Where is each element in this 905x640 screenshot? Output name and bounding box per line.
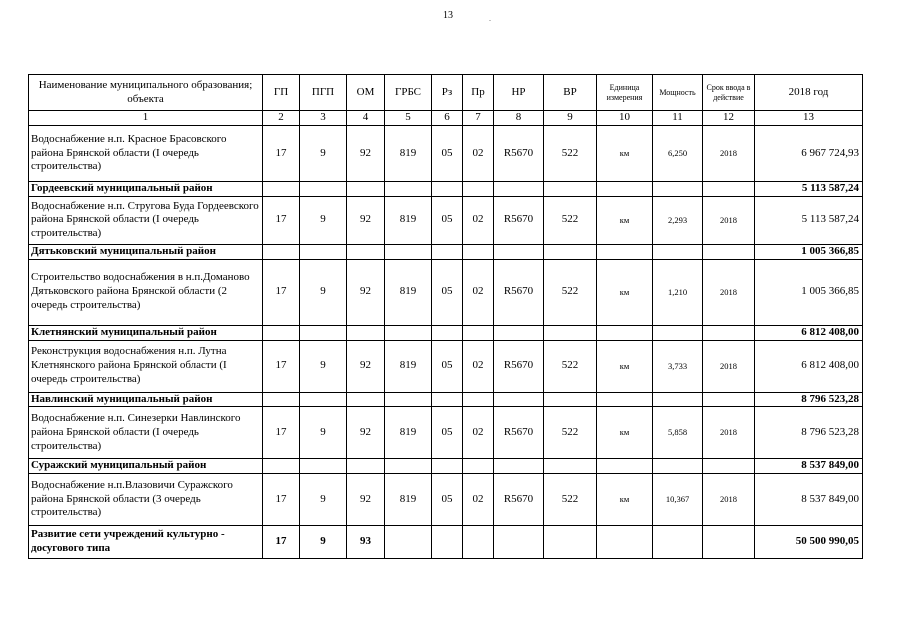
cell-unit: [597, 526, 653, 559]
column-index: 6: [432, 111, 463, 126]
cell-unit: км: [597, 474, 653, 526]
column-header: Мощность: [653, 75, 703, 111]
cell-rz: 05: [432, 407, 463, 459]
cell-year: [703, 392, 755, 407]
cell-nr: [494, 182, 544, 197]
cell-power: 3,733: [653, 340, 703, 392]
cell-rz: [432, 459, 463, 474]
cell-year: [703, 459, 755, 474]
cell-grbs: [385, 244, 432, 259]
cell-grbs: [385, 182, 432, 197]
cell-amount: 1 005 366,85: [755, 259, 863, 325]
section-name: Клетнянский муниципальный район: [29, 325, 263, 340]
cell-pgp: [300, 182, 347, 197]
cell-amount: 50 500 990,05: [755, 526, 863, 559]
cell-pr: [463, 325, 494, 340]
cell-unit: км: [597, 196, 653, 244]
cell-gp: [263, 459, 300, 474]
cell-om: 92: [347, 126, 385, 182]
cell-nr: R5670: [494, 196, 544, 244]
cell-om: 92: [347, 259, 385, 325]
cell-amount: 8 796 523,28: [755, 392, 863, 407]
cell-power: [653, 392, 703, 407]
cell-om: [347, 459, 385, 474]
cell-amount: 6 967 724,93: [755, 126, 863, 182]
cell-year: 2018: [703, 407, 755, 459]
cell-amount: 8 796 523,28: [755, 407, 863, 459]
column-index: 13: [755, 111, 863, 126]
cell-year: 2018: [703, 340, 755, 392]
cell-pr: 02: [463, 474, 494, 526]
column-index: 11: [653, 111, 703, 126]
cell-nr: R5670: [494, 474, 544, 526]
section-row: [29, 244, 863, 259]
cell-pgp: [300, 244, 347, 259]
cell-pgp: 9: [300, 526, 347, 559]
column-index: 10: [597, 111, 653, 126]
cell-rz: 05: [432, 474, 463, 526]
object-name: Водоснабжение н.п. Красное Брасовского района Брянской области (I очередь строительства): [29, 126, 263, 182]
cell-power: 6,250: [653, 126, 703, 182]
cell-gp: 17: [263, 474, 300, 526]
cell-year: [703, 526, 755, 559]
cell-pgp: 9: [300, 259, 347, 325]
cell-grbs: [385, 392, 432, 407]
cell-pgp: [300, 459, 347, 474]
column-header: Единица измерения: [597, 75, 653, 111]
table-row: [29, 259, 863, 325]
cell-om: [347, 182, 385, 197]
cell-vr: 522: [544, 407, 597, 459]
cell-power: [653, 182, 703, 197]
cell-vr: [544, 325, 597, 340]
cell-pgp: 9: [300, 126, 347, 182]
cell-pr: 02: [463, 196, 494, 244]
cell-vr: [544, 459, 597, 474]
cell-om: [347, 244, 385, 259]
column-index: 12: [703, 111, 755, 126]
cell-nr: [494, 526, 544, 559]
cell-pr: [463, 182, 494, 197]
cell-nr: R5670: [494, 259, 544, 325]
page-mark: .: [489, 14, 491, 23]
section-row: [29, 182, 863, 197]
cell-pr: [463, 392, 494, 407]
cell-gp: [263, 182, 300, 197]
cell-grbs: 819: [385, 126, 432, 182]
column-header: Пр: [463, 75, 494, 111]
object-name: Водоснабжение н.п.Влазовичи Суражского района Брянской области (3 очередь строительства): [29, 474, 263, 526]
cell-power: 10,367: [653, 474, 703, 526]
cell-nr: R5670: [494, 407, 544, 459]
cell-pr: 02: [463, 126, 494, 182]
cell-power: 1,210: [653, 259, 703, 325]
cell-power: [653, 526, 703, 559]
cell-rz: 05: [432, 196, 463, 244]
cell-gp: [263, 392, 300, 407]
object-name: Водоснабжение н.п. Синезерки Навлинского района Брянской области (I очередь строительства): [29, 407, 263, 459]
cell-rz: 05: [432, 126, 463, 182]
cell-pgp: 9: [300, 407, 347, 459]
page-number: 13: [443, 10, 453, 21]
cell-vr: 522: [544, 474, 597, 526]
cell-nr: [494, 244, 544, 259]
cell-year: 2018: [703, 259, 755, 325]
cell-vr: [544, 392, 597, 407]
cell-pgp: [300, 325, 347, 340]
cell-power: [653, 244, 703, 259]
section-name: Дятьковский муниципальный район: [29, 244, 263, 259]
column-index: 8: [494, 111, 544, 126]
section-row: [29, 392, 863, 407]
cell-year: 2018: [703, 474, 755, 526]
cell-om: [347, 325, 385, 340]
header-row: [29, 75, 863, 111]
column-index: 4: [347, 111, 385, 126]
section-row: [29, 325, 863, 340]
column-index: 3: [300, 111, 347, 126]
cell-nr: [494, 325, 544, 340]
cell-gp: 17: [263, 526, 300, 559]
cell-power: 5,858: [653, 407, 703, 459]
cell-amount: 8 537 849,00: [755, 459, 863, 474]
cell-grbs: 819: [385, 259, 432, 325]
cell-pr: 02: [463, 407, 494, 459]
cell-pgp: 9: [300, 474, 347, 526]
table-row: [29, 126, 863, 182]
cell-nr: R5670: [494, 126, 544, 182]
cell-power: 2,293: [653, 196, 703, 244]
cell-nr: [494, 459, 544, 474]
cell-amount: 5 113 587,24: [755, 182, 863, 197]
table-row: [29, 474, 863, 526]
cell-vr: [544, 244, 597, 259]
cell-pr: 02: [463, 259, 494, 325]
cell-grbs: [385, 325, 432, 340]
cell-grbs: 819: [385, 407, 432, 459]
object-name: Строительство водоснабжения в н.п.Доманово Дятьковского района Брянской области (2 очередь строительства): [29, 259, 263, 325]
cell-year: [703, 325, 755, 340]
cell-vr: 522: [544, 126, 597, 182]
table-row: [29, 407, 863, 459]
table-row: [29, 340, 863, 392]
cell-nr: R5670: [494, 340, 544, 392]
cell-vr: 522: [544, 259, 597, 325]
cell-unit: [597, 325, 653, 340]
object-name: Водоснабжение н.п. Стругова Буда Гордеевского района Брянской области (I очередь строительства): [29, 196, 263, 244]
object-name: Реконструкция водоснабжения н.п. Лутна Клетнянского района Брянской области (I очередь строительства): [29, 340, 263, 392]
column-header: ВР: [544, 75, 597, 111]
cell-grbs: 819: [385, 474, 432, 526]
section-name: Гордеевский муниципальный район: [29, 182, 263, 197]
cell-nr: [494, 392, 544, 407]
cell-om: [347, 392, 385, 407]
cell-amount: 6 812 408,00: [755, 325, 863, 340]
column-header: 2018 год: [755, 75, 863, 111]
cell-unit: [597, 459, 653, 474]
cell-gp: 17: [263, 196, 300, 244]
cell-gp: [263, 325, 300, 340]
cell-pr: [463, 526, 494, 559]
cell-year: [703, 182, 755, 197]
column-index: 5: [385, 111, 432, 126]
cell-rz: [432, 325, 463, 340]
cell-rz: [432, 244, 463, 259]
column-header: Наименование муниципального образования; объекта: [29, 75, 263, 111]
cell-amount: 1 005 366,85: [755, 244, 863, 259]
column-index: 9: [544, 111, 597, 126]
cell-amount: 8 537 849,00: [755, 474, 863, 526]
cell-amount: 6 812 408,00: [755, 340, 863, 392]
cell-vr: 522: [544, 196, 597, 244]
cell-om: 92: [347, 474, 385, 526]
cell-om: 92: [347, 196, 385, 244]
column-header: Рз: [432, 75, 463, 111]
cell-rz: [432, 182, 463, 197]
cell-grbs: [385, 459, 432, 474]
index-row: [29, 111, 863, 126]
cell-unit: км: [597, 407, 653, 459]
cell-unit: [597, 244, 653, 259]
cell-vr: [544, 182, 597, 197]
budget-table: [28, 74, 863, 559]
cell-grbs: 819: [385, 196, 432, 244]
cell-rz: 05: [432, 259, 463, 325]
section-name: Навлинский муниципальный район: [29, 392, 263, 407]
column-header: ОМ: [347, 75, 385, 111]
cell-pgp: 9: [300, 196, 347, 244]
cell-year: 2018: [703, 126, 755, 182]
section-row: [29, 459, 863, 474]
column-header: ГП: [263, 75, 300, 111]
cell-pr: [463, 459, 494, 474]
cell-unit: км: [597, 340, 653, 392]
cell-unit: [597, 182, 653, 197]
cell-pr: 02: [463, 340, 494, 392]
cell-vr: 522: [544, 340, 597, 392]
cell-amount: 5 113 587,24: [755, 196, 863, 244]
section-name: Суражский муниципальный район: [29, 459, 263, 474]
cell-grbs: [385, 526, 432, 559]
cell-gp: [263, 244, 300, 259]
object-name: Развитие сети учреждений культурно - досугового типа: [29, 526, 263, 559]
cell-rz: 05: [432, 340, 463, 392]
cell-unit: км: [597, 259, 653, 325]
cell-om: 92: [347, 340, 385, 392]
cell-pgp: [300, 392, 347, 407]
column-index: 7: [463, 111, 494, 126]
cell-gp: 17: [263, 126, 300, 182]
column-index: 2: [263, 111, 300, 126]
cell-power: [653, 325, 703, 340]
column-header: НР: [494, 75, 544, 111]
total-row: [29, 526, 863, 559]
cell-gp: 17: [263, 407, 300, 459]
column-index: 1: [29, 111, 263, 126]
cell-pgp: 9: [300, 340, 347, 392]
cell-rz: [432, 392, 463, 407]
cell-year: [703, 244, 755, 259]
cell-unit: км: [597, 126, 653, 182]
cell-om: 93: [347, 526, 385, 559]
cell-rz: [432, 526, 463, 559]
cell-year: 2018: [703, 196, 755, 244]
cell-gp: 17: [263, 340, 300, 392]
cell-unit: [597, 392, 653, 407]
cell-power: [653, 459, 703, 474]
cell-vr: [544, 526, 597, 559]
cell-pr: [463, 244, 494, 259]
cell-gp: 17: [263, 259, 300, 325]
cell-om: 92: [347, 407, 385, 459]
column-header: Срок ввода в действие: [703, 75, 755, 111]
column-header: ПГП: [300, 75, 347, 111]
cell-grbs: 819: [385, 340, 432, 392]
table-row: [29, 196, 863, 244]
column-header: ГРБС: [385, 75, 432, 111]
